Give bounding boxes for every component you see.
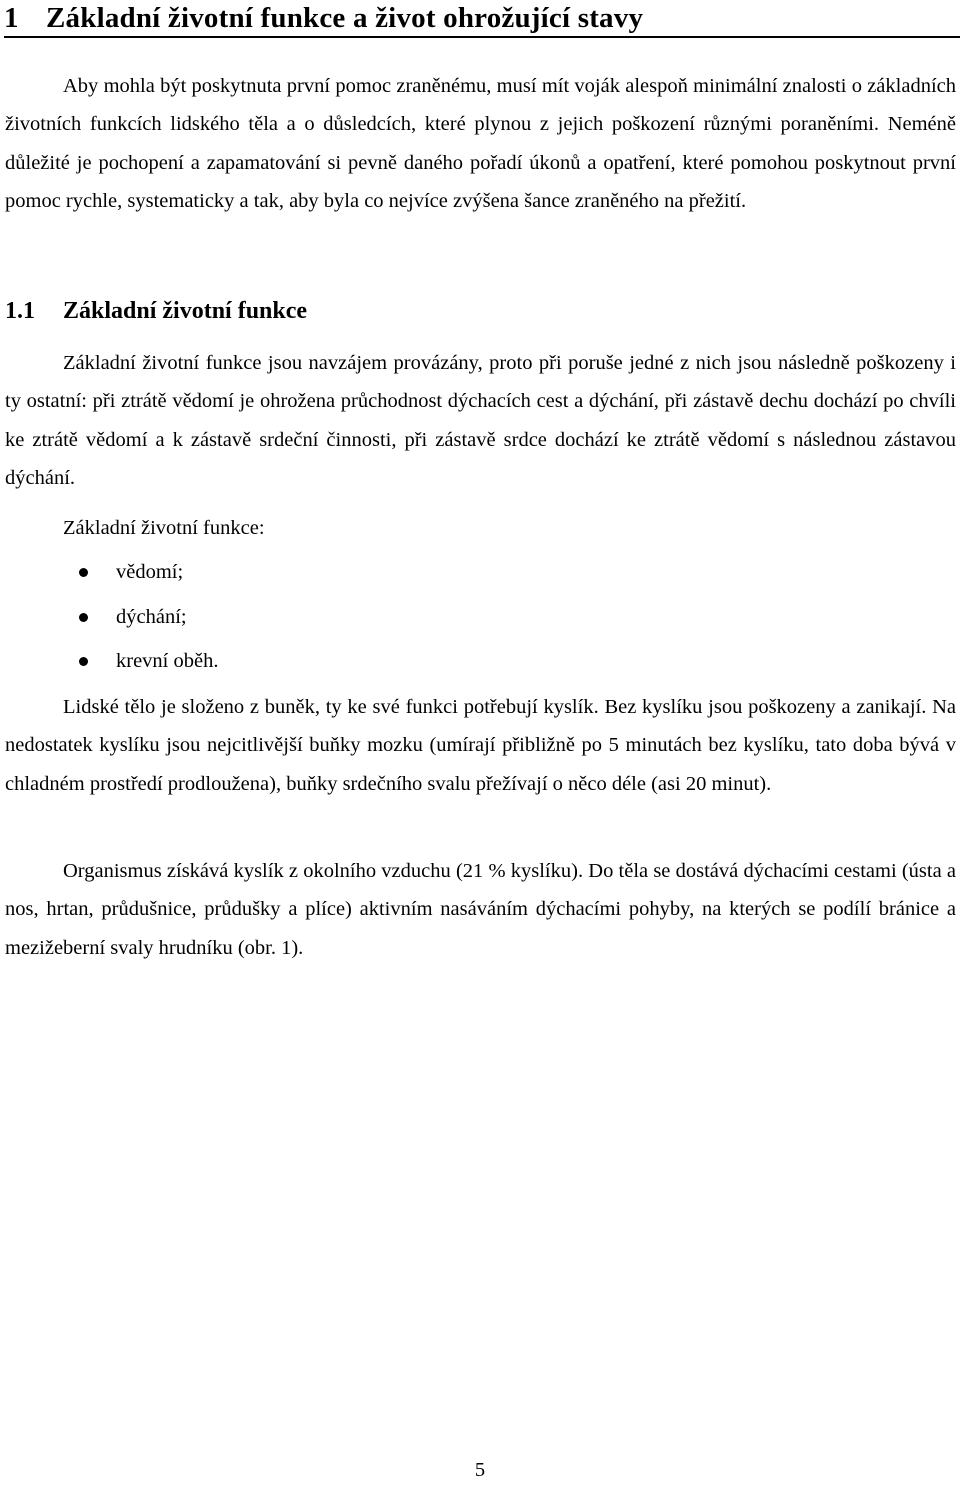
paragraph-life-functions-text: Základní životní funkce jsou navzájem provázány, proto při poruše jedné z nich jsou následně poškozeny i ty ostatní: při ztrátě vědomí je ohrožena průchodnost dýchacích cest a dýchání, při zástavě dechu dochází po chvíli ke ztrátě vědomí a k zástavě srdeční činnosti, při zástavě srdce dochází ke ztrátě vědomí s následnou zástavou dýchání. bbox=[5, 352, 956, 489]
bullet-icon bbox=[79, 657, 88, 666]
paragraph-cells-oxygen bbox=[5, 688, 956, 803]
chapter-number: 1 bbox=[4, 2, 19, 34]
intro-paragraph-text: Aby mohla být poskytnuta první pomoc zraněnému, musí mít voják alespoň minimální znalosti o základních životních funkcích lidského těla a o důsledcích, které plynou z jejich poškození různými poraněními. Neméně důležité je pochopení a zapamatování si pevně daného pořadí úkonů a opatření, které pomohou poskytnout první pomoc rychle, systematicky a tak, aby byla co nejvíce zvýšena šance zraněného na přežití. bbox=[5, 75, 956, 212]
bullet-icon bbox=[79, 613, 88, 622]
list-item-text: krevní oběh. bbox=[116, 650, 219, 672]
list-item-text: dýchání; bbox=[116, 605, 187, 628]
section-number: 1.1 bbox=[5, 298, 35, 324]
list-intro bbox=[5, 509, 956, 547]
paragraph-cells-oxygen-text: Lidské tělo je složeno z buněk, ty ke své funkci potřebují kyslík. Bez kyslíku jsou poškozeny a zanikají. Na nedostatek kyslíku jsou nejcitlivější buňky mozku (umírají přibližně po 5 minutách bez kyslíku, tato doba bývá v chladném prostředí prodloužena), buňky srdečního svalu přežívají o něco déle (asi 20 minut). bbox=[5, 696, 956, 795]
chapter-title bbox=[4, 0, 960, 38]
section-heading bbox=[5, 292, 307, 330]
paragraph-breathing-text: Organismus získává kyslík z okolního vzduchu (21 % kyslíku). Do těla se dostává dýchacími cestami (ústa a nos, hrtan, průdušnice, průdušky a plíce) aktivním nasáváním dýchacími pohyby, na kterých se podílí bránice a mezižeberní svaly hrudníku (obr. 1). bbox=[5, 860, 956, 959]
paragraph-breathing bbox=[5, 852, 956, 967]
bullet-icon bbox=[79, 568, 88, 577]
chapter-title-text: Základní životní funkce a život ohrožující stavy bbox=[46, 2, 644, 34]
paragraph-life-functions bbox=[5, 344, 956, 497]
list-item-text: vědomí; bbox=[116, 561, 184, 583]
list-intro-text: Základní životní funkce: bbox=[63, 517, 265, 539]
intro-paragraph bbox=[5, 67, 956, 220]
page-number: 5 bbox=[474, 1459, 486, 1481]
section-title-text: Základní životní funkce bbox=[63, 298, 308, 324]
